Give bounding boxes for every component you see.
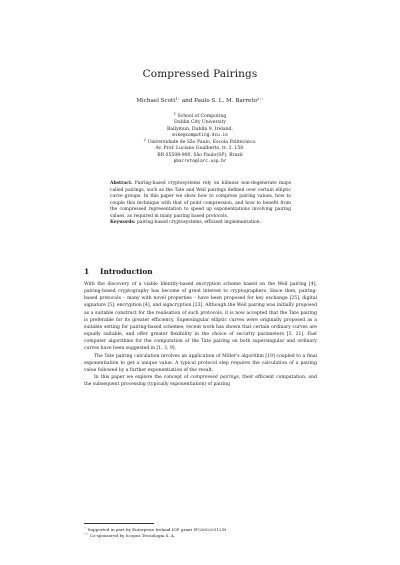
emphasized-term: compressed pairings xyxy=(190,375,239,381)
body-text xyxy=(84,281,317,388)
section-title: Introduction xyxy=(100,267,153,276)
affiliation-line: Universidade de São Paulo, Escola Politécnica. xyxy=(147,140,257,145)
footnotes xyxy=(84,527,317,540)
affiliation-line: Dublin City University xyxy=(174,120,226,126)
paragraph: With the discovery of a viable Identity-based encryption scheme based on the Weil pairing [4], pairing-based cryptography has become of great interest to cryptographers. Since then, pairing-based protocols – many with novel properties – have been proposed for key exchange [25], digital signature [5], encryption [4], and signcryption [23]. Although the Weil pairing was initially proposed as a suitable construct for the realisation of such protocols, it is now accepted that the Tate pairing is preferable for its greater efficiency. Supersingular elliptic curves were originally proposed as a suitable setting for pairing-based schemes; recent work has shown that certain ordinary curves are equally suitable, and offer greater flexibility in the choice of security parameters [3, 21]. Fast computer algorithms for the computation of the Tate pairing on both supersingular and ordinary curves have been suggested in [1, 3, 9]. xyxy=(84,282,317,352)
author-affiliation-mark: 1⋆ xyxy=(175,97,181,101)
author-conjunction: and xyxy=(180,98,195,104)
paragraph: The Tate pairing calculation involves an application of Miller's algorithm [19] coupled to a final exponentiation to get a unique value. A typical protocol step requires the calculation of a pairing value followed by a further exponentiation of the result. xyxy=(84,353,317,373)
abstract xyxy=(110,181,291,227)
author-name: Michael Scott xyxy=(136,98,176,104)
paragraph-text: In this paper we explore the concept of xyxy=(94,375,191,381)
keywords-label: Keywords: xyxy=(110,220,136,226)
abstract-label: Abstract. xyxy=(110,181,133,186)
author-email: pbarreto@larc.usp.br xyxy=(173,158,227,164)
affiliation-line: BR 05508-900, São Paulo(SP), Brazil xyxy=(157,152,243,158)
footnote-text: Supported in part by Enterprise Ireland IOF grant IF/2002/0312/N xyxy=(87,527,227,532)
affiliation-1 xyxy=(0,114,400,139)
author-name: Paulo S. L. M. Barreto xyxy=(194,98,257,104)
footnote-rule xyxy=(84,523,154,524)
affiliation-mark: 2 xyxy=(143,138,146,142)
affiliation-line: Av. Prof. Luciano Gualberto, tr. 3, 158. xyxy=(155,146,245,152)
affiliation-mark: 1 xyxy=(173,112,176,116)
footnote xyxy=(84,533,317,539)
affiliation-line: School of Computing xyxy=(177,114,227,119)
paragraph-text: , their efficient computation, and the subsequent processing (typically exponentiation) of pairing xyxy=(84,375,317,388)
footnote-mark: ⋆⋆ xyxy=(84,532,89,537)
affiliation-line: Ballymun, Dublin 9, Ireland. xyxy=(167,126,233,132)
paragraph xyxy=(84,374,317,388)
author-affiliation-mark: 2⋆⋆ xyxy=(256,97,264,101)
paper-title: Compressed Pairings xyxy=(142,68,258,80)
author-email: mike@computing.dcu.ie xyxy=(172,132,228,138)
section-number: 1 xyxy=(84,267,90,276)
keywords-text: pairing-based cryptosystems, efficient implementation. xyxy=(136,220,261,226)
affiliation-2 xyxy=(0,140,400,165)
author-line xyxy=(0,98,400,104)
abstract-text: Pairing-based cryptosystems rely on bilinear non-degenerate maps called pairings, such as the Tate and Weil pairings defined over certain elliptic curve groups. In this paper we show how to compress pairing values, how to couple this technique with that of point compression, and how to benefit from the compressed representation to speed up exponentiations involving pairing values, as required in many pairing based protocols. xyxy=(110,181,291,219)
footnote-mark: ⋆ xyxy=(84,526,87,530)
footnote-text: Co-sponsored by Scopus Tecnologia S. A. xyxy=(89,533,176,539)
section-heading xyxy=(84,267,153,276)
